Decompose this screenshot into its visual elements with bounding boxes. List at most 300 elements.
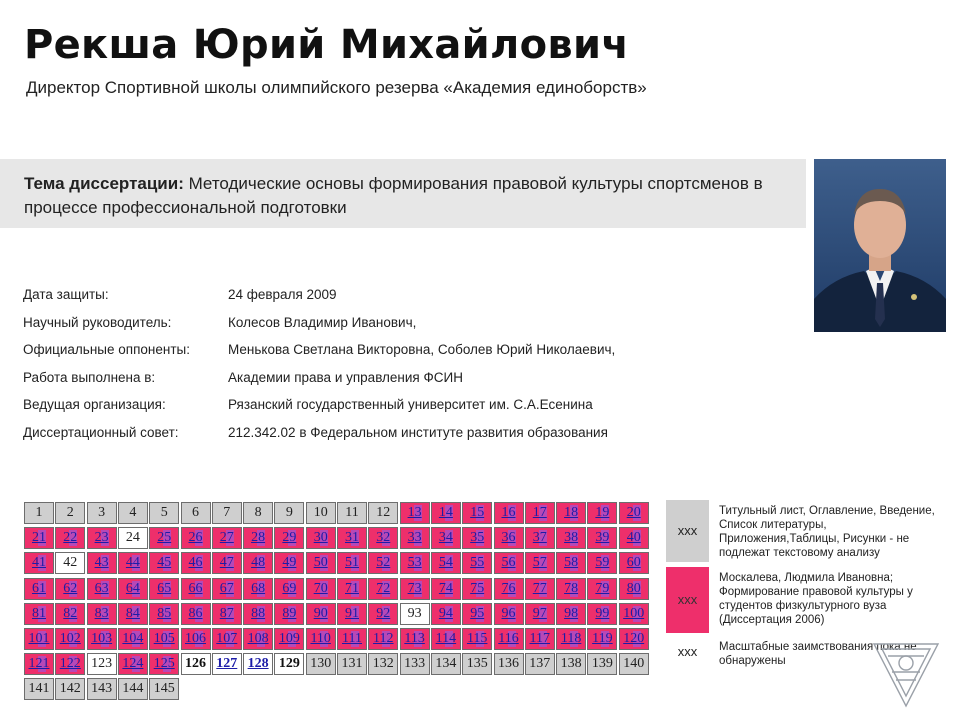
page-cell-37[interactable] xyxy=(525,527,555,549)
page-number: 46 xyxy=(188,555,203,571)
page-cell-30[interactable] xyxy=(306,527,336,549)
page-cell-52[interactable] xyxy=(368,552,398,574)
page-cell-44[interactable] xyxy=(118,552,148,574)
page-cell-42 xyxy=(55,552,85,574)
info-label-opponents: Официальные оппоненты: xyxy=(23,342,190,358)
page-cell-8 xyxy=(243,502,273,524)
page-number: 68 xyxy=(251,580,266,596)
page-number: 110 xyxy=(310,631,331,646)
page-cell-120[interactable] xyxy=(619,628,649,650)
page-cell-79[interactable] xyxy=(587,578,617,600)
page-number: 130 xyxy=(310,656,332,672)
page-cell-38[interactable] xyxy=(556,527,586,549)
page-number: 116 xyxy=(498,631,519,646)
info-label-defense-date: Дата защиты: xyxy=(23,287,109,302)
page-number: 140 xyxy=(623,656,645,672)
page-cell-106[interactable] xyxy=(181,628,211,650)
page-number: 91 xyxy=(345,605,359,621)
person-name: Рекша Юрий Михайлович xyxy=(24,22,630,68)
page-number: 67 xyxy=(219,580,234,596)
page-cell-18[interactable] xyxy=(556,502,586,524)
page-cell-137 xyxy=(525,653,555,675)
page-cell-64[interactable] xyxy=(118,578,148,600)
page-number: 60 xyxy=(626,555,641,571)
page-number: 119 xyxy=(592,631,613,646)
page-number: 3 xyxy=(98,505,106,520)
page-number: 74 xyxy=(438,580,453,596)
page-number: 69 xyxy=(282,580,297,596)
page-cell-14[interactable] xyxy=(431,502,461,524)
page-cell-138 xyxy=(556,653,586,675)
page-cell-80[interactable] xyxy=(619,578,649,600)
page-cell-97[interactable] xyxy=(525,603,555,625)
page-number: 1 xyxy=(35,505,43,520)
dissertation-theme xyxy=(24,172,784,220)
info-label-supervisor: Научный руководитель: xyxy=(23,314,172,330)
page-cell-40[interactable] xyxy=(619,527,649,549)
page-cell-15[interactable] xyxy=(462,502,492,524)
page-number: 49 xyxy=(282,555,297,571)
page-cell-72[interactable] xyxy=(368,578,398,600)
page-cell-33[interactable] xyxy=(400,527,430,549)
page-cell-111[interactable] xyxy=(337,628,367,650)
page-number: 88 xyxy=(251,605,266,621)
page-cell-129 xyxy=(274,653,304,675)
page-number: 107 xyxy=(216,631,238,646)
page-cell-5 xyxy=(149,502,179,524)
page-number: 51 xyxy=(345,555,359,571)
page-cell-1 xyxy=(24,502,54,524)
page-cell-96[interactable] xyxy=(494,603,524,625)
page-cell-135 xyxy=(462,653,492,675)
page-number: 26 xyxy=(188,530,203,546)
page-number: 98 xyxy=(564,605,579,621)
page-cell-60[interactable] xyxy=(619,552,649,574)
page-cell-82[interactable] xyxy=(55,603,85,625)
page-cell-105[interactable] xyxy=(149,628,179,650)
page-number: 19 xyxy=(595,505,610,520)
page-number: 115 xyxy=(466,631,488,646)
page-cell-27[interactable] xyxy=(212,527,242,549)
page-number: 103 xyxy=(91,631,113,646)
info-label-leading-org: Ведущая организация: xyxy=(23,397,166,413)
page-cell-73[interactable] xyxy=(400,578,430,600)
page-number: 4 xyxy=(129,505,137,520)
page-cell-69[interactable] xyxy=(274,578,304,600)
page-cell-84[interactable] xyxy=(118,603,148,625)
page-cell-62[interactable] xyxy=(55,578,85,600)
page-cell-117[interactable] xyxy=(525,628,555,650)
page-number: 2 xyxy=(66,505,74,520)
page-cell-23[interactable] xyxy=(87,527,117,549)
page-number: 94 xyxy=(438,605,453,621)
page-number: 125 xyxy=(153,656,175,672)
page-cell-3 xyxy=(87,502,117,524)
page-number: 96 xyxy=(501,605,516,621)
page-number: 28 xyxy=(251,530,266,546)
page-number: 27 xyxy=(219,530,234,546)
page-cell-49[interactable] xyxy=(274,552,304,574)
page-cell-45[interactable] xyxy=(149,552,179,574)
page-cell-107[interactable] xyxy=(212,628,242,650)
page-cell-130 xyxy=(306,653,336,675)
info-value-opponents: Менькова Светлана Викторовна, Соболев Юрий Николаевич, xyxy=(228,342,616,358)
page-number: 104 xyxy=(122,631,144,646)
page-cell-93 xyxy=(400,603,430,625)
portrait-photo xyxy=(814,159,946,332)
info-value-defense-date: 24 февраля 2009 xyxy=(228,287,337,302)
page-cell-9 xyxy=(274,502,304,524)
page-number: 64 xyxy=(125,580,140,596)
page-number: 136 xyxy=(498,656,519,672)
page-cell-83[interactable] xyxy=(87,603,117,625)
page-number: 124 xyxy=(122,656,144,672)
page-cell-131 xyxy=(337,653,367,675)
page-number: 41 xyxy=(32,555,46,571)
page-cell-104[interactable] xyxy=(118,628,148,650)
page-number: 23 xyxy=(94,530,109,546)
page-number: 50 xyxy=(313,555,328,571)
page-number: 95 xyxy=(470,605,485,621)
page-cell-13[interactable] xyxy=(400,502,430,524)
page-number: 7 xyxy=(223,505,231,520)
page-number: 35 xyxy=(470,530,485,546)
page-cell-76[interactable] xyxy=(494,578,524,600)
page-cell-68[interactable] xyxy=(243,578,273,600)
page-cell-65[interactable] xyxy=(149,578,179,600)
page-number: 43 xyxy=(94,555,109,571)
page-number: 15 xyxy=(470,505,485,520)
page-number: 86 xyxy=(188,605,203,621)
page-cell-32[interactable] xyxy=(368,527,398,549)
page-number: 76 xyxy=(501,580,516,596)
page-number: 84 xyxy=(125,605,140,621)
page-number: 134 xyxy=(435,656,457,672)
page-number: 108 xyxy=(247,631,269,646)
page-number: 31 xyxy=(345,530,359,546)
legend-text-borrowed: Москалева, Людмила Ивановна; Формирование правовой культуры у студентов физкультурного вуза (Диссертация 2006) xyxy=(719,572,913,626)
page-number: 87 xyxy=(219,605,234,621)
page-cell-47[interactable] xyxy=(212,552,242,574)
page-number: 66 xyxy=(188,580,203,596)
page-number: 11 xyxy=(345,505,359,520)
page-cell-134 xyxy=(431,653,461,675)
page-number: 141 xyxy=(28,681,50,697)
page-number: 37 xyxy=(532,530,547,546)
page-cell-29[interactable] xyxy=(274,527,304,549)
page-cell-139 xyxy=(587,653,617,675)
page-number: 5 xyxy=(160,505,168,520)
page-number: 57 xyxy=(532,555,547,571)
page-cell-85[interactable] xyxy=(149,603,179,625)
page-cell-87[interactable] xyxy=(212,603,242,625)
page-cell-50[interactable] xyxy=(306,552,336,574)
page-cell-112[interactable] xyxy=(368,628,398,650)
page-number: 39 xyxy=(595,530,610,546)
page-cell-21[interactable] xyxy=(24,527,54,549)
page-number: 113 xyxy=(404,631,425,646)
page-cell-108[interactable] xyxy=(243,628,273,650)
page-cell-41[interactable] xyxy=(24,552,54,574)
page-cell-116[interactable] xyxy=(494,628,524,650)
page-cell-133 xyxy=(400,653,430,675)
page-cell-123 xyxy=(87,653,117,675)
page-number: 72 xyxy=(376,580,391,596)
page-number: 135 xyxy=(466,656,488,672)
page-cell-43[interactable] xyxy=(87,552,117,574)
page-cell-71[interactable] xyxy=(337,578,367,600)
page-cell-86[interactable] xyxy=(181,603,211,625)
page-cell-57[interactable] xyxy=(525,552,555,574)
page-number: 139 xyxy=(591,656,613,672)
page-cell-99[interactable] xyxy=(587,603,617,625)
page-number: 12 xyxy=(376,505,391,520)
page-number: 106 xyxy=(185,631,206,646)
page-cell-12 xyxy=(368,502,398,524)
page-number: 42 xyxy=(63,555,78,571)
page-number: 89 xyxy=(282,605,297,621)
page-cell-113[interactable] xyxy=(400,628,430,650)
page-number: 82 xyxy=(63,605,78,621)
page-number: 34 xyxy=(438,530,453,546)
page-cell-144 xyxy=(118,678,148,700)
page-cell-103[interactable] xyxy=(87,628,117,650)
page-number: 99 xyxy=(595,605,610,621)
page-cell-141 xyxy=(24,678,54,700)
page-cell-89[interactable] xyxy=(274,603,304,625)
page-cell-2 xyxy=(55,502,85,524)
page-cell-22[interactable] xyxy=(55,527,85,549)
page-cell-67[interactable] xyxy=(212,578,242,600)
page-number: 52 xyxy=(376,555,391,571)
page-cell-102[interactable] xyxy=(55,628,85,650)
page-cell-51[interactable] xyxy=(337,552,367,574)
page-number: 120 xyxy=(623,631,645,646)
page-cell-74[interactable] xyxy=(431,578,461,600)
page-cell-81[interactable] xyxy=(24,603,54,625)
page-number: 45 xyxy=(157,555,172,571)
page-cell-70[interactable] xyxy=(306,578,336,600)
page-number: 73 xyxy=(407,580,422,596)
page-cell-109[interactable] xyxy=(274,628,304,650)
info-value-supervisor: Колесов Владимир Иванович, xyxy=(228,314,417,330)
page-number: 143 xyxy=(91,681,113,697)
page-number: 97 xyxy=(532,605,547,621)
page-cell-59[interactable] xyxy=(587,552,617,574)
page-number: 78 xyxy=(564,580,579,596)
page-number: 16 xyxy=(501,505,516,520)
page-cell-19[interactable] xyxy=(587,502,617,524)
page-number: 58 xyxy=(564,555,579,571)
page-cell-118[interactable] xyxy=(556,628,586,650)
page-number: 6 xyxy=(192,505,199,520)
page-number: 77 xyxy=(532,580,547,596)
page-number: 30 xyxy=(313,530,328,546)
page-number: 63 xyxy=(94,580,109,596)
page-number: 93 xyxy=(407,605,422,621)
page-cell-36[interactable] xyxy=(494,527,524,549)
page-cell-24 xyxy=(118,527,148,549)
page-cell-94[interactable] xyxy=(431,603,461,625)
page-number: 33 xyxy=(407,530,422,546)
info-value-performed-at: Академии права и управления ФСИН xyxy=(228,369,463,385)
page-number: 117 xyxy=(529,631,551,646)
page-cell-119[interactable] xyxy=(587,628,617,650)
page-cell-98[interactable] xyxy=(556,603,586,625)
page-number: 54 xyxy=(438,555,453,571)
info-label-performed-at: Работа выполнена в: xyxy=(23,369,156,385)
page-number: 112 xyxy=(373,631,394,646)
page-cell-132 xyxy=(368,653,398,675)
page-cell-136 xyxy=(494,653,524,675)
page-number: 21 xyxy=(32,530,46,546)
page-cell-101[interactable] xyxy=(24,628,54,650)
page-cell-25[interactable] xyxy=(149,527,179,549)
page-cell-90[interactable] xyxy=(306,603,336,625)
page-cell-121[interactable] xyxy=(24,653,54,675)
page-cell-31[interactable] xyxy=(337,527,367,549)
page-number: 90 xyxy=(313,605,328,621)
page-number: 32 xyxy=(376,530,391,546)
page-cell-77[interactable] xyxy=(525,578,555,600)
page-number: 22 xyxy=(63,530,78,546)
page-cell-114[interactable] xyxy=(431,628,461,650)
page-cell-115[interactable] xyxy=(462,628,492,650)
page-cell-145 xyxy=(149,678,179,700)
page-number: 13 xyxy=(407,505,422,520)
page-number: 131 xyxy=(341,656,363,672)
info-label-council: Диссертационный совет: xyxy=(23,424,179,440)
page-cell-39[interactable] xyxy=(587,527,617,549)
page-number: 100 xyxy=(623,605,645,621)
page-cell-142 xyxy=(55,678,85,700)
page-cell-28[interactable] xyxy=(243,527,273,549)
page-number: 101 xyxy=(28,631,50,646)
page-cell-48[interactable] xyxy=(243,552,273,574)
page-number: 47 xyxy=(219,555,234,571)
page-number: 25 xyxy=(157,530,172,546)
page-cell-16[interactable] xyxy=(494,502,524,524)
page-number: 142 xyxy=(59,681,81,697)
page-number: 79 xyxy=(595,580,610,596)
page-number: 145 xyxy=(153,681,175,697)
page-number: 53 xyxy=(407,555,422,571)
page-number: 56 xyxy=(501,555,516,571)
page-cell-75[interactable] xyxy=(462,578,492,600)
page-number: 70 xyxy=(313,580,328,596)
dissernet-stamp xyxy=(868,636,942,712)
page-number: 38 xyxy=(564,530,579,546)
page-cell-7 xyxy=(212,502,242,524)
page-cell-26[interactable] xyxy=(181,527,211,549)
page-number: 55 xyxy=(470,555,485,571)
page-cell-58[interactable] xyxy=(556,552,586,574)
page-cell-92[interactable] xyxy=(368,603,398,625)
page-cell-127[interactable] xyxy=(212,653,242,675)
portrait-image-icon xyxy=(814,159,946,332)
page-number: 123 xyxy=(91,656,113,672)
page-number: 111 xyxy=(342,631,362,646)
page-cell-55[interactable] xyxy=(462,552,492,574)
page-cell-4 xyxy=(118,502,148,524)
page-number: 80 xyxy=(626,580,641,596)
page-cell-11 xyxy=(337,502,367,524)
page-cell-20[interactable] xyxy=(619,502,649,524)
page-cell-46[interactable] xyxy=(181,552,211,574)
page-cell-35[interactable] xyxy=(462,527,492,549)
person-position: Директор Спортивной школы олимпийского резерва «Академия единоборств» xyxy=(26,78,647,97)
page-cell-34[interactable] xyxy=(431,527,461,549)
page-cell-143 xyxy=(87,678,117,700)
page-number: 126 xyxy=(185,656,206,672)
page-cell-88[interactable] xyxy=(243,603,273,625)
page-cell-91[interactable] xyxy=(337,603,367,625)
page-number: 9 xyxy=(285,505,293,520)
page-number: 132 xyxy=(372,656,394,672)
page-number: 71 xyxy=(345,580,359,596)
page-number: 129 xyxy=(278,656,300,672)
page-cell-125[interactable] xyxy=(149,653,179,675)
theme-label: Тема диссертации: xyxy=(24,174,184,193)
page-cell-126 xyxy=(181,653,211,675)
theme-title: Методические основы формирования правовой культуры спортсменов в процессе профессиональной подготовки xyxy=(24,174,763,217)
page-cell-17[interactable] xyxy=(525,502,555,524)
legend-text-excluded: Титульный лист, Оглавление, Введение, Список литературы, Приложения,Таблицы, Рисунки - не подлежат текстовому анализу xyxy=(719,505,935,559)
page-number: 109 xyxy=(278,631,300,646)
page-number: 61 xyxy=(32,580,46,596)
info-value-leading-org: Рязанский государственный университет им. С.А.Есенина xyxy=(228,397,593,413)
page-cell-54[interactable] xyxy=(431,552,461,574)
page-number: 144 xyxy=(122,681,144,697)
page-cell-10 xyxy=(306,502,336,524)
page-number: 36 xyxy=(501,530,516,546)
page-cell-110[interactable] xyxy=(306,628,336,650)
page-number: 44 xyxy=(125,555,140,571)
page-number: 14 xyxy=(438,505,453,520)
page-cell-128[interactable] xyxy=(243,653,273,675)
legend-swatch-excluded: xxx xyxy=(666,500,709,562)
page-number: 40 xyxy=(626,530,641,546)
page-cell-124[interactable] xyxy=(118,653,148,675)
page-cell-78[interactable] xyxy=(556,578,586,600)
page-number: 137 xyxy=(529,656,551,672)
page-number: 122 xyxy=(59,656,81,672)
page-number: 18 xyxy=(564,505,579,520)
stamp-logo-icon xyxy=(868,636,942,712)
page-number: 48 xyxy=(251,555,266,571)
page-number: 65 xyxy=(157,580,172,596)
page-number: 20 xyxy=(626,505,641,520)
page-cell-100[interactable] xyxy=(619,603,649,625)
page-cell-122[interactable] xyxy=(55,653,85,675)
page-number: 138 xyxy=(560,656,582,672)
page-number: 62 xyxy=(63,580,78,596)
page-cell-61[interactable] xyxy=(24,578,54,600)
page-cell-53[interactable] xyxy=(400,552,430,574)
page-number: 128 xyxy=(247,656,269,672)
page-number: 29 xyxy=(282,530,297,546)
page-cell-95[interactable] xyxy=(462,603,492,625)
info-value-council: 212.342.02 в Федеральном институте развития образования xyxy=(228,424,608,440)
page-cell-63[interactable] xyxy=(87,578,117,600)
page-cell-66[interactable] xyxy=(181,578,211,600)
page-number: 75 xyxy=(470,580,485,596)
page-number: 8 xyxy=(254,505,262,520)
page-number: 92 xyxy=(376,605,391,621)
page-cell-56[interactable] xyxy=(494,552,524,574)
page-number: 133 xyxy=(404,656,426,672)
page-number: 127 xyxy=(216,656,238,672)
